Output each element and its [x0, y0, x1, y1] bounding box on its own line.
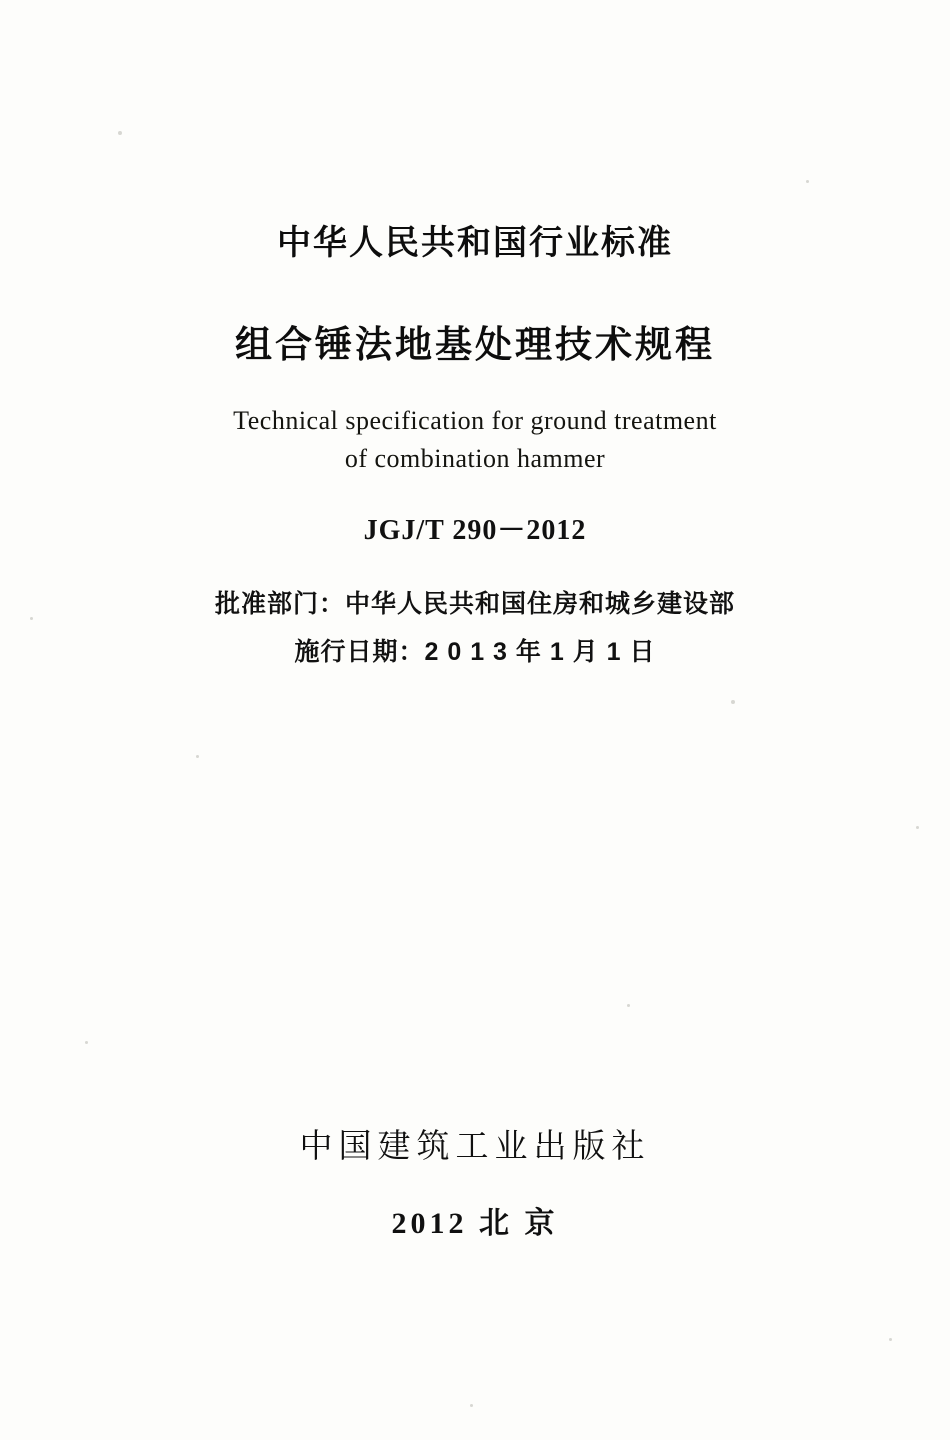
scan-speck: [889, 1338, 892, 1341]
title-english-line-2: of combination hammer: [344, 444, 606, 473]
approval-department: 批准部门：中华人民共和国住房和城乡建设部: [214, 590, 735, 618]
page-title: 组合锤法地基处理技术规程: [235, 324, 715, 365]
effective-date: 施行日期：2 0 1 3 年 1 月 1 日: [294, 638, 656, 666]
scan-speck: [470, 1404, 473, 1407]
cover-content: [0, 0, 950, 668]
scan-speck: [916, 826, 919, 829]
publisher-name: 中国建筑工业出版社: [299, 1127, 651, 1164]
title-english-line-1: Technical specification for ground treatment: [233, 406, 717, 435]
standard-code-number: JGJ/T 290－2012: [363, 515, 587, 546]
scan-speck: [85, 1041, 88, 1044]
scan-speck: [196, 755, 199, 758]
scan-speck: [627, 1004, 630, 1007]
publication-year-city: 2012 北 京: [391, 1207, 559, 1240]
scan-speck: [731, 700, 735, 704]
standard-header: 中华人民共和国行业标准: [277, 224, 673, 262]
